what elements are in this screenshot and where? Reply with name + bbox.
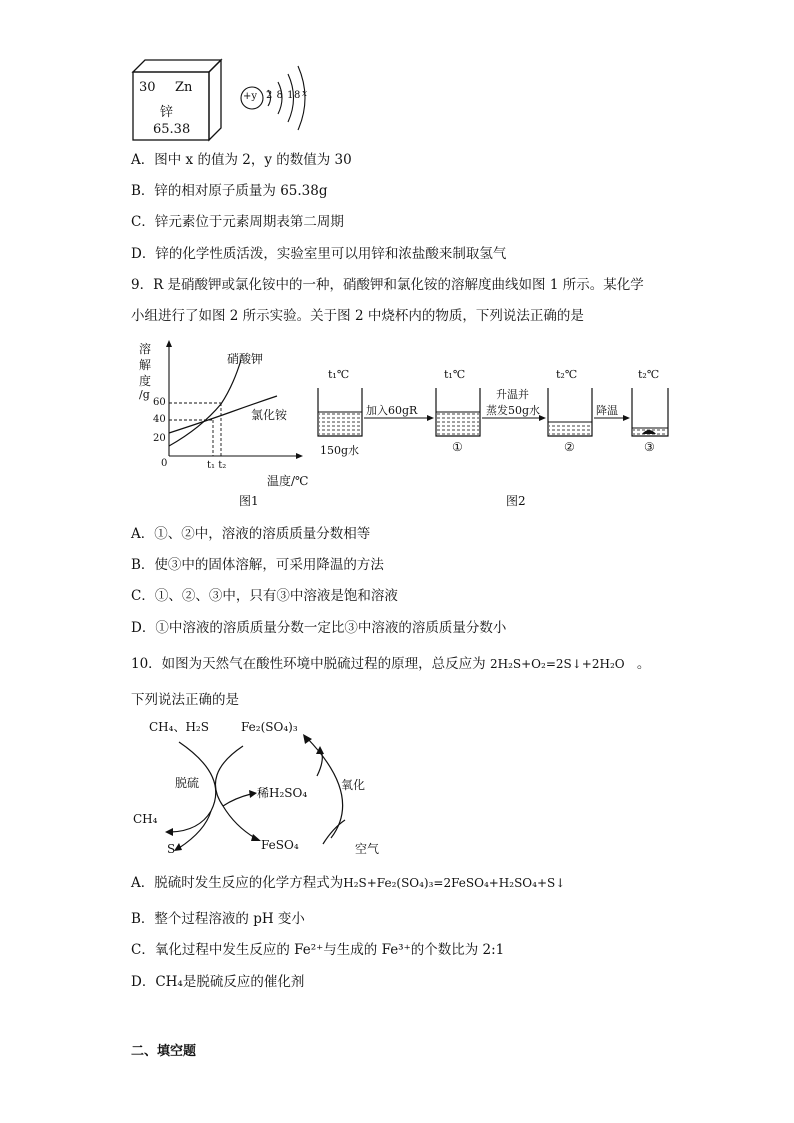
temp-label-2: t₂℃ [556, 368, 578, 381]
step-heat-line2: 蒸发50g水 [486, 404, 541, 417]
beaker-label-3: ③ [644, 440, 655, 454]
label-desulfurization: 脱硫 [175, 776, 200, 790]
q9-stem-line2: 小组进行了如图 2 所示实验。关于图 2 中烧杯内的物质，下列说法正确的是 [131, 308, 584, 324]
label-air: 空气 [355, 842, 380, 856]
beaker-start [318, 388, 362, 436]
q10-option-a-equation: H₂S+Fe₂(SO₄)₃=2FeSO₄+H₂SO₄+S↓ [343, 876, 566, 890]
q10-option-a [131, 874, 565, 892]
shell-electrons: 2 8 18 [266, 90, 301, 101]
q9-option-a: A．①、②中，溶液的溶质质量分数相等 [131, 526, 371, 542]
y-axis-label-3: 度 [139, 374, 152, 388]
label-sulfur: S [167, 842, 176, 856]
legend-potassium-nitrate: 硝酸钾 [227, 352, 264, 366]
q8-option-a: A．图中 x 的值为 2，y 的数值为 30 [131, 152, 352, 168]
y-axis-label-2: 解 [139, 358, 152, 372]
y-axis-label-4: /g [139, 388, 150, 401]
label-fe2so43: Fe₂(SO₄)₃ [241, 720, 298, 734]
label-dilute-h2so4: 稀H₂SO₄ [257, 786, 308, 800]
beaker-label-1: ① [452, 440, 463, 454]
q10-option-d: D．CH₄是脱硫反应的催化剂 [131, 974, 305, 990]
element-name: 锌 [160, 105, 174, 120]
figure-1-solubility-chart [131, 338, 311, 510]
desulfurization-diagram [131, 716, 421, 862]
y-tick-40: 40 [153, 414, 166, 425]
atomic-number: 30 [139, 80, 156, 95]
figure-2-experiment [312, 368, 672, 510]
temp-label-3: t₂℃ [638, 368, 660, 381]
element-symbol: Zn [175, 80, 193, 95]
label-oxidation: 氧化 [341, 778, 366, 792]
temp-label-start: t₁℃ [328, 368, 350, 381]
q8-option-c: C．锌元素位于元素周期表第二周期 [131, 214, 344, 230]
q10-stem-line2: 下列说法正确的是 [131, 692, 239, 708]
nucleus-charge: +y [243, 91, 258, 102]
y-tick-20: 20 [153, 433, 166, 444]
step-cool: 降温 [596, 404, 618, 417]
outer-electrons: x [302, 89, 308, 99]
q9-option-d: D．①中溶液的溶质质量分数一定比③中溶液的溶质质量分数小 [131, 620, 507, 636]
q9-stem-line1: 9．R 是硝酸钾或氯化铵中的一种，硝酸钾和氯化铵的溶解度曲线如图 1 所示。某化学 [131, 277, 644, 293]
y-axis-label-1: 溶 [139, 342, 152, 356]
step-heat-line1: 升温并 [496, 388, 529, 401]
q9-option-b: B．使③中的固体溶解，可采用降温的方法 [131, 557, 384, 573]
q10-option-a-prefix: A．脱硫时发生反应的化学方程式为 [131, 875, 344, 891]
beaker-1 [436, 388, 480, 436]
x-axis-label: 温度/℃ [267, 474, 309, 488]
q9-option-c: C．①、②、③中，只有③中溶液是饱和溶液 [131, 588, 398, 604]
atomic-mass: 65.38 [153, 122, 191, 137]
section-title: 二、填空题 [131, 1044, 197, 1059]
beaker-3 [632, 388, 668, 436]
q10-total-equation: 2H₂S+O₂=2S↓+2H₂O [489, 657, 625, 671]
q10-stem-suffix: 。 [636, 656, 651, 672]
origin-label: 0 [161, 458, 168, 469]
y-tick-60: 60 [153, 397, 166, 408]
q10-stem-prefix: 10．如图为天然气在酸性环境中脱硫过程的原理，总反应为 [131, 656, 486, 672]
q8-option-d: D．锌的化学性质活泼，实验室里可以用锌和浓盐酸来制取氢气 [131, 246, 507, 262]
temp-label-1: t₁℃ [444, 368, 466, 381]
legend-ammonium-chloride: 氯化铵 [251, 408, 288, 422]
q8-option-b: B．锌的相对原子质量为 65.38g [131, 183, 328, 199]
q10-stem-line1 [131, 655, 650, 673]
q10-option-c: C．氧化过程中发生反应的 Fe²⁺与生成的 Fe³⁺的个数比为 2:1 [131, 942, 505, 958]
label-ch4-h2s: CH₄、H₂S [149, 720, 209, 734]
atom-structure-diagram [238, 60, 318, 138]
label-feso4: FeSO₄ [261, 838, 299, 852]
figure-1-caption: 图1 [239, 494, 259, 508]
beaker-sequence [312, 368, 672, 468]
start-water-label: 150g水 [320, 444, 360, 457]
beaker-label-2: ② [564, 440, 575, 454]
figure-2-caption: 图2 [506, 494, 526, 508]
x-ticks-t1-t2: t₁ t₂ [207, 460, 227, 471]
step-add-r: 加入60gR [366, 404, 418, 417]
zinc-element-card [131, 58, 223, 142]
label-ch4-out: CH₄ [133, 812, 158, 826]
beaker-2 [548, 388, 592, 436]
q10-option-b: B．整个过程溶液的 pH 变小 [131, 911, 305, 927]
